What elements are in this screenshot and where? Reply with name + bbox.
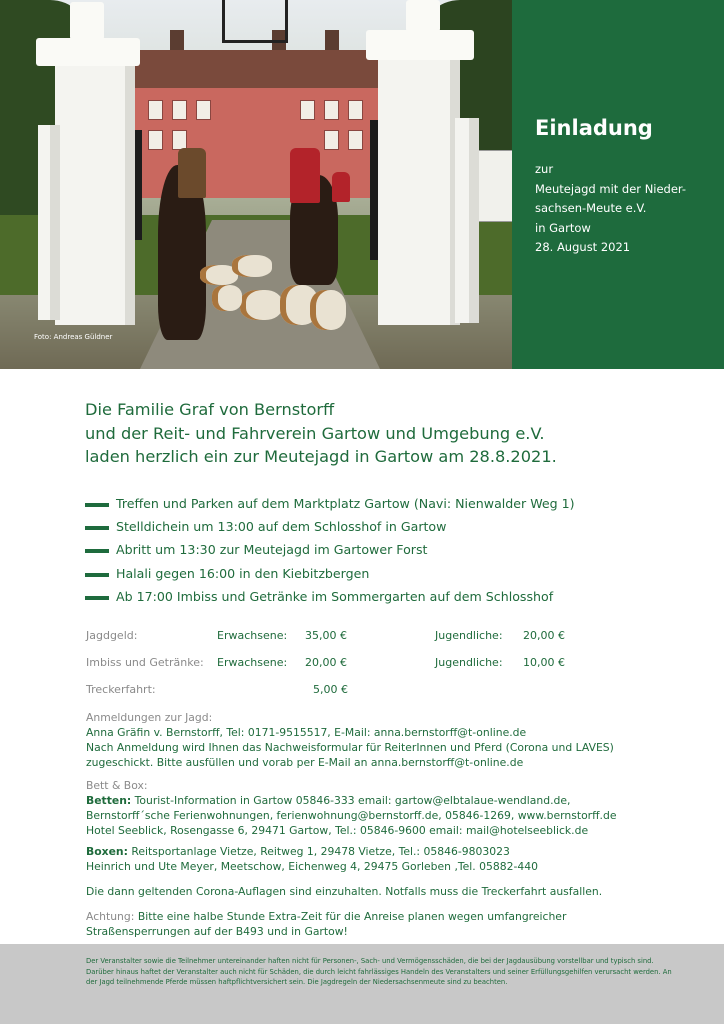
gate-pillar-right [378, 60, 460, 325]
fee-label: Imbiss und Getränke: [86, 656, 204, 669]
fee-youth-label: Jugendliche: [435, 656, 503, 669]
rider [290, 148, 320, 203]
dash-bullet-icon [85, 526, 109, 530]
dash-bullet-icon [85, 503, 109, 507]
header-photo [0, 0, 512, 369]
window [348, 130, 363, 150]
chimney [170, 30, 184, 50]
boxes-block [86, 844, 538, 874]
fee-label: Treckerfahrt: [86, 683, 156, 696]
attention-text: Bitte eine halbe Stunde Extra-Zeit für die Anreise planen wegen umfangreicher [134, 910, 567, 923]
invitation-title: Einladung [535, 116, 653, 140]
window [172, 130, 187, 150]
wall-right [455, 118, 479, 323]
fee-adult-price: 20,00 € [305, 656, 347, 669]
pillar-cap-left [36, 38, 140, 66]
hound [240, 290, 282, 320]
schedule-item [85, 585, 575, 608]
lodging-heading: Bett & Box: [86, 779, 148, 792]
wall-left [38, 125, 60, 320]
hound [232, 255, 272, 277]
corona-note: Die dann geltenden Corona-Auflagen sind einzuhalten. Notfalls muss die Treckerfahrt ausfallen. [86, 885, 603, 898]
invitation-subtitle [535, 160, 686, 258]
window [148, 100, 163, 120]
schedule-text: Ab 17:00 Imbiss und Getränke im Sommergarten auf dem Schlosshof [116, 588, 554, 604]
window [172, 100, 187, 120]
fee-youth-label: Jugendliche: [435, 629, 503, 642]
subtitle-line: Meutejagd mit der Nieder- [535, 181, 687, 196]
rider [178, 148, 206, 198]
pillar-finial-left [70, 2, 104, 40]
lodging-block [86, 778, 616, 838]
liability-disclaimer: Der Veranstalter sowie die Teilnehmer untereinander haften nicht für Personen-, Sach- und Vermögensschäden, die bei der Jagdausübung vorstellbar und typisch sind. Darüber hinaus haftet der Veranstalter auch nicht für Schäden, die durch leicht fahrlässiges Handeln des Veranstalters und seiner Erfüllungsgehilfen verursacht werden. An der Jagd teilnehmende Pferde müssen haftpflichtversichert sein. Die Jagdregeln der Niedersachsenmeute sind zu beachten. [86, 957, 672, 986]
beds-line [86, 793, 616, 808]
attention-label: Achtung: [86, 910, 135, 923]
signboard [476, 150, 512, 222]
headline-line: Die Familie Graf von Bernstorff [85, 400, 335, 419]
window [324, 100, 339, 120]
fee-label: Jagdgeld: [86, 629, 138, 642]
subtitle-line: sachsen-Meute e.V. [535, 201, 647, 215]
rider [332, 172, 350, 202]
window [348, 100, 363, 120]
schedule-list [85, 492, 575, 608]
subtitle-line: in Gartow [535, 220, 591, 235]
attention-line: Straßensperrungen auf der B493 und in Gartow! [86, 925, 348, 938]
title-panel [512, 0, 724, 369]
window [324, 130, 339, 150]
subtitle-line: 28. August 2021 [535, 240, 631, 254]
schedule-item [85, 538, 575, 561]
beds-line: Bernstorff´sche Ferienwohnungen, ferienwohnung@bernstorff.de, 05846-1269, www.bernstorff.de [86, 809, 617, 822]
registration-line: zugeschickt. Bitte ausfüllen und vorab per E-Mail an anna.bernstorff@t-online.de [86, 756, 524, 769]
schedule-item [85, 562, 575, 585]
fee-adult-price: 35,00 € [305, 629, 347, 642]
attention-line [86, 909, 566, 924]
window [300, 100, 315, 120]
footer [0, 944, 724, 1024]
window [148, 130, 163, 150]
fee-youth-price: 20,00 € [523, 629, 565, 642]
gate-pillar-left [55, 60, 135, 325]
pillar-finial-right [406, 0, 440, 32]
schedule-item [85, 492, 575, 515]
attention-block [86, 909, 566, 939]
schedule-text: Abritt um 13:30 zur Meutejagd im Gartower Forst [116, 542, 428, 558]
schedule-text: Halali gegen 16:00 in den Kiebitzbergen [116, 565, 370, 581]
registration-block [86, 710, 614, 770]
schedule-text: Treffen und Parken auf dem Marktplatz Gartow (Navi: Nienwalder Weg 1) [116, 496, 575, 511]
schedule-item [85, 515, 575, 538]
headline-line: laden herzlich ein zur Meutejagd in Gartow am 28.8.2021. [85, 447, 557, 466]
lantern [222, 0, 288, 43]
fee-youth-price: 10,00 € [523, 656, 565, 669]
beds-line: Hotel Seeblick, Rosengasse 6, 29471 Gartow, Tel.: 05846-9600 email: mail@hotelseeblick.de [86, 824, 589, 837]
beds-text: Tourist-Information in Gartow 05846-333 email: gartow@elbtalaue-wendland.de, [131, 794, 571, 807]
subtitle-line: zur [535, 162, 554, 176]
hound [310, 290, 346, 330]
fee-adult-label: Erwachsene: [217, 629, 288, 642]
boxes-text: Reitsportanlage Vietze, Reitweg 1, 29478 Vietze, Tel.: 05846-9803023 [127, 845, 510, 858]
boxes-line: Heinrich und Ute Meyer, Meetschow, Eichenweg 4, 29475 Gorleben ,Tel. 05882-440 [86, 860, 538, 873]
fee-price: 5,00 € [313, 683, 348, 696]
fee-adult-label: Erwachsene: [217, 656, 288, 669]
dash-bullet-icon [85, 573, 109, 577]
dash-bullet-icon [85, 549, 109, 553]
pillar-cap-right [366, 30, 474, 60]
schedule-text: Stelldichein um 13:00 auf dem Schlosshof in Gartow [116, 519, 447, 535]
dash-bullet-icon [85, 596, 109, 600]
registration-line: Anna Gräfin v. Bernstorff, Tel: 0171-9515517, E-Mail: anna.bernstorff@t-online.de [86, 726, 527, 739]
boxes-label: Boxen: [86, 845, 128, 858]
manor-roof [128, 50, 383, 90]
registration-line: Nach Anmeldung wird Ihnen das Nachweisformular für ReiterInnen und Pferd (Corona und LAVES) [86, 741, 614, 754]
window [196, 100, 211, 120]
photo-credit: Foto: Andreas Güldner [34, 333, 113, 341]
chimney [325, 30, 339, 50]
beds-label: Betten: [86, 794, 132, 807]
headline [85, 398, 557, 469]
headline-line: und der Reit- und Fahrverein Gartow und Umgebung e.V. [85, 423, 545, 443]
hound [212, 285, 242, 311]
boxes-line [86, 844, 538, 859]
registration-heading: Anmeldungen zur Jagd: [86, 711, 213, 724]
